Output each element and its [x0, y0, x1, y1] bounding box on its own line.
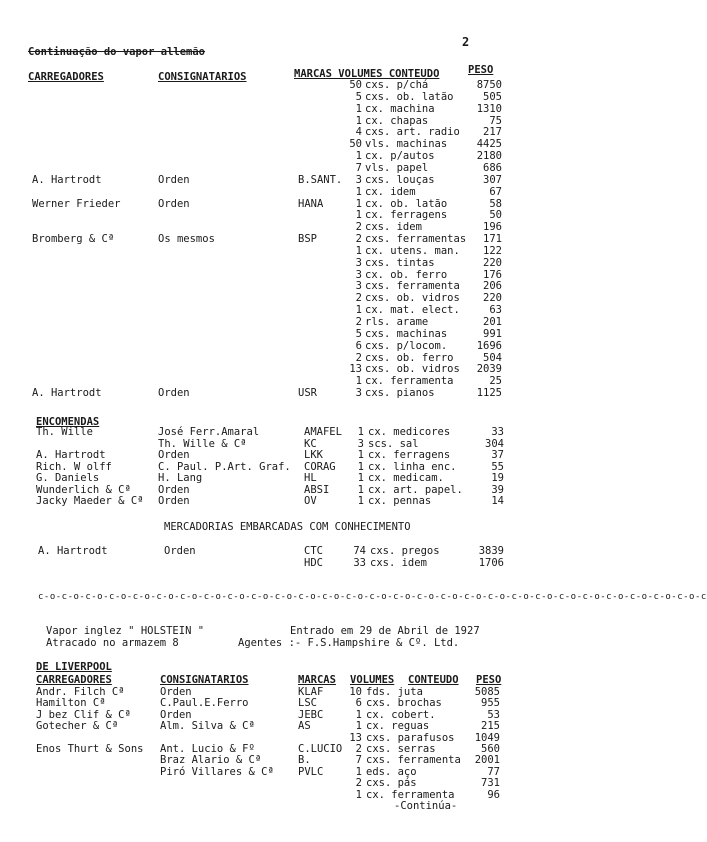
quantity-cell: 1: [357, 460, 364, 473]
quantity-cell: 7: [355, 754, 362, 767]
marks-cell: LSC: [298, 697, 317, 710]
liverpool-origin: DE LIVERPOOL: [36, 661, 112, 673]
quantity-cell: 2: [355, 777, 362, 790]
consignee-cell: Piró Villares & Cª: [160, 765, 274, 778]
weight-cell: 8750: [476, 79, 502, 91]
weight-cell: 122: [483, 244, 502, 257]
contents-cell: vls. papel: [365, 161, 429, 174]
quantity-cell: 13: [349, 363, 362, 376]
shipper-cell: A. Hartrodt: [32, 173, 102, 186]
consignee-cell: Os mesmos: [158, 233, 215, 246]
contents-cell: cx. cobert.: [366, 708, 436, 721]
weight-cell: 19: [491, 472, 504, 484]
contents-cell: cxs. ferramenta: [365, 280, 460, 293]
consignee-cell: Orden: [158, 197, 190, 210]
quantity-cell: 1: [355, 788, 362, 801]
weight-cell: 77: [487, 765, 500, 778]
weight-cell: 686: [483, 161, 502, 174]
lv-header-marcas: MARCAS: [298, 674, 336, 686]
marks-cell: LKK: [304, 449, 323, 461]
weight-cell: 560: [481, 743, 500, 755]
page-number: 2: [462, 35, 470, 49]
marks-cell: CORAG: [304, 460, 336, 473]
quantity-cell: 1: [357, 449, 364, 461]
contents-cell: cx. linha enc.: [368, 460, 457, 473]
consignee-cell: Th. Wille & Cª: [158, 437, 247, 450]
header-consignatarios: CONSIGNATARIOS: [158, 71, 247, 83]
contents-cell: cx. pennas: [368, 495, 432, 507]
contents-cell: vls. machinas: [365, 138, 448, 151]
contents-cell: cx. chapas: [365, 114, 429, 127]
quantity-cell: 10: [349, 686, 362, 698]
contents-cell: cxs. machinas: [365, 327, 448, 340]
contents-cell: cx. ferramenta: [365, 375, 454, 388]
weight-cell: 171: [483, 233, 502, 246]
marks-cell: KLAF: [298, 686, 324, 698]
contents-cell: cx. ob. latão: [365, 197, 448, 210]
consignee-cell: H. Lang: [158, 472, 203, 484]
quantity-cell: 4: [355, 126, 362, 139]
consignee-cell: Orden: [158, 483, 190, 496]
contents-cell: cxs. louças: [365, 173, 435, 186]
marks-cell: JEBC: [298, 708, 324, 721]
shipper-cell: A. Hartrodt: [38, 545, 108, 557]
quantity-cell: 1: [357, 483, 364, 496]
quantity-cell: 1: [355, 185, 362, 198]
shipper-cell: Gotecher & Cª: [36, 720, 119, 733]
header-marcas-volumes-conteudo: MARCAS VOLUMES CONTEUDO: [294, 68, 440, 80]
contents-cell: cx. medicores: [368, 426, 451, 438]
weight-cell: 55: [491, 460, 504, 473]
quantity-cell: 1: [355, 244, 362, 257]
consignee-cell: Braz Alario & Cª: [160, 754, 262, 767]
weight-cell: 1125: [476, 387, 502, 400]
vapor-agents: Agentes :- F.S.Hampshire & Cº. Ltd.: [238, 637, 460, 649]
shipper-cell: Hamilton Cª: [36, 697, 106, 710]
weight-cell: 196: [483, 221, 502, 234]
marks-cell: HDC: [304, 557, 323, 569]
header-carregadores: CARREGADORES: [28, 71, 104, 83]
weight-cell: 39: [491, 483, 504, 496]
contents-cell: cxs. ferramenta: [366, 754, 461, 767]
shipper-cell: J bez Clif & Cª: [36, 708, 131, 721]
marks-cell: B.SANT.: [298, 173, 343, 186]
marks-cell: KC: [304, 437, 317, 450]
continua-label: -Continúa-: [394, 800, 458, 812]
quantity-cell: 6: [355, 339, 362, 352]
quantity-cell: 2: [355, 221, 362, 234]
contents-cell: rls. arame: [365, 316, 429, 328]
weight-cell: 731: [481, 777, 500, 790]
lv-header-peso: PESO: [476, 674, 502, 686]
weight-cell: 2001: [474, 754, 500, 767]
contents-cell: cx. p/autos: [365, 150, 435, 163]
weight-cell: 220: [483, 292, 502, 305]
contents-cell: cx. machina: [365, 102, 435, 115]
shipper-cell: A. Hartrodt: [36, 449, 106, 461]
marks-cell: ABSI: [304, 483, 330, 496]
quantity-cell: 3: [355, 280, 362, 293]
marks-cell: USR: [298, 387, 317, 400]
contents-cell: cx. art. papel.: [368, 483, 463, 496]
continuation-heading: Continuação do vapor allemão: [28, 46, 206, 58]
quantity-cell: 2: [355, 743, 362, 755]
contents-cell: cxs. tintas: [365, 256, 435, 269]
quantity-cell: 1: [355, 209, 362, 222]
quantity-cell: 6: [355, 697, 362, 710]
weight-cell: 14: [491, 495, 504, 507]
weight-cell: 4425: [476, 138, 502, 151]
weight-cell: 63: [489, 304, 502, 317]
quantity-cell: 1: [355, 114, 362, 127]
shipper-cell: Andr. Filch Cª: [36, 686, 125, 698]
quantity-cell: 7: [355, 161, 362, 174]
consignee-cell: Orden: [158, 449, 190, 461]
weight-cell: 1310: [476, 102, 502, 115]
contents-cell: cxs. ob. ferro: [365, 351, 454, 364]
contents-cell: cxs. idem: [370, 557, 427, 569]
contents-cell: fds. juta: [366, 686, 423, 698]
quantity-cell: 1: [355, 150, 362, 163]
quantity-cell: 1: [355, 708, 362, 721]
consignee-cell: C. Paul. P.Art. Graf.: [158, 460, 291, 473]
weight-cell: 955: [481, 697, 500, 710]
consignee-cell: C.Paul.E.Ferro: [160, 697, 249, 710]
quantity-cell: 2: [355, 316, 362, 328]
weight-cell: 50: [489, 209, 502, 222]
marks-cell: HL: [304, 472, 317, 484]
weight-cell: 67: [489, 185, 502, 198]
weight-cell: 206: [483, 280, 502, 293]
weight-cell: 37: [491, 449, 504, 461]
consignee-cell: Ant. Lucio & Fº: [160, 743, 255, 755]
weight-cell: 5085: [474, 686, 500, 698]
marks-cell: CTC: [304, 545, 323, 557]
weight-cell: 201: [483, 316, 502, 328]
contents-cell: cxs. p/locom.: [365, 339, 448, 352]
contents-cell: cxs. brochas: [366, 697, 442, 710]
quantity-cell: 1: [357, 495, 364, 507]
weight-cell: 1706: [478, 557, 504, 569]
shipper-cell: Rich. W olff: [36, 460, 112, 473]
vapor-name: Vapor inglez " HOLSTEIN ": [46, 625, 205, 637]
quantity-cell: 1: [355, 102, 362, 115]
marks-cell: AMAFEL: [304, 426, 342, 438]
quantity-cell: 1: [357, 426, 364, 438]
consignee-cell: José Ferr.Amaral: [158, 426, 260, 438]
weight-cell: 991: [483, 327, 502, 340]
contents-cell: cxs. ob. vidros: [365, 292, 460, 305]
weight-cell: 3839: [478, 545, 504, 557]
weight-cell: 25: [489, 375, 502, 388]
weight-cell: 96: [487, 788, 500, 801]
quantity-cell: 1: [355, 765, 362, 778]
mercadorias-heading: MERCADORIAS EMBARCADAS COM CONHECIMENTO: [164, 521, 411, 533]
shipper-cell: Th. Wille: [36, 426, 93, 438]
contents-cell: cx. ferramenta: [366, 788, 455, 801]
weight-cell: 504: [483, 351, 502, 364]
contents-cell: cxs. pianos: [365, 387, 435, 400]
weight-cell: 217: [483, 126, 502, 139]
marks-cell: B.: [298, 754, 311, 767]
vapor-berth: Atracado no armazem 8: [46, 637, 179, 649]
separator-line: c-o-c-o-c-o-c-o-c-o-c-o-c-o-c-o-c-o-c-o-c-o-c-o-c-o-c-o-c-o-c-o-c-o-c-o-c-o-c-o-c-o-c-o-c-o-c-o-c-o-c-o-c-o-c-o-c: [38, 592, 707, 602]
quantity-cell: 5: [355, 90, 362, 103]
contents-cell: cxs. pás: [366, 777, 417, 790]
consignee-cell: Orden: [158, 173, 190, 186]
consignee-cell: Orden: [158, 387, 190, 400]
contents-cell: cx. ferragens: [365, 209, 448, 222]
contents-cell: cx. ob. ferro: [365, 268, 448, 281]
weight-cell: 1696: [476, 339, 502, 352]
weight-cell: 1049: [474, 731, 500, 744]
quantity-cell: 13: [349, 731, 362, 744]
lv-header-consignatarios: CONSIGNATARIOS: [160, 674, 249, 686]
contents-cell: cxs. p/chá: [365, 79, 429, 91]
consignee-cell: Orden: [164, 545, 196, 557]
marks-cell: C.LUCIO: [298, 743, 343, 755]
marks-cell: BSP: [298, 233, 317, 246]
quantity-cell: 5: [355, 327, 362, 340]
marks-cell: HANA: [298, 197, 324, 210]
contents-cell: eds. aço: [366, 765, 417, 778]
quantity-cell: 50: [349, 138, 362, 151]
quantity-cell: 50: [349, 79, 362, 91]
weight-cell: 307: [483, 173, 502, 186]
weight-cell: 2039: [476, 363, 502, 376]
quantity-cell: 3: [355, 387, 362, 400]
consignee-cell: Orden: [160, 708, 192, 721]
contents-cell: scs. sal: [368, 437, 419, 450]
quantity-cell: 1: [355, 304, 362, 317]
contents-cell: cxs. serras: [366, 743, 436, 755]
quantity-cell: 3: [355, 256, 362, 269]
contents-cell: cx. reguas: [366, 720, 430, 733]
shipper-cell: Werner Frieder: [32, 197, 121, 210]
contents-cell: cx. medicam.: [368, 472, 444, 484]
marks-cell: AS: [298, 720, 311, 733]
weight-cell: 215: [481, 720, 500, 733]
weight-cell: 304: [485, 437, 504, 450]
contents-cell: cx. ferragens: [368, 449, 451, 461]
shipper-cell: G. Daniels: [36, 472, 100, 484]
weight-cell: 53: [487, 708, 500, 721]
weight-cell: 2180: [476, 150, 502, 163]
marks-cell: PVLC: [298, 765, 324, 778]
contents-cell: cx. idem: [365, 185, 416, 198]
shipper-cell: A. Hartrodt: [32, 387, 102, 400]
quantity-cell: 1: [357, 472, 364, 484]
vapor-arrival: Entrado em 29 de Abril de 1927: [290, 625, 480, 637]
weight-cell: 58: [489, 197, 502, 210]
lv-header-volumes: VOLUMES: [350, 674, 395, 686]
shipper-cell: Jacky Maeder & Cª: [36, 495, 144, 507]
quantity-cell: 1: [355, 720, 362, 733]
quantity-cell: 1: [355, 375, 362, 388]
weight-cell: 220: [483, 256, 502, 269]
quantity-cell: 2: [355, 233, 362, 246]
consignee-cell: Alm. Silva & Cª: [160, 720, 255, 733]
contents-cell: cxs. ob. latão: [365, 90, 454, 103]
quantity-cell: 33: [353, 557, 366, 569]
quantity-cell: 2: [355, 351, 362, 364]
shipper-cell: Bromberg & Cª: [32, 233, 115, 246]
contents-cell: cxs. parafusos: [366, 731, 455, 744]
quantity-cell: 3: [355, 268, 362, 281]
weight-cell: 75: [489, 114, 502, 127]
contents-cell: cxs. idem: [365, 221, 422, 234]
consignee-cell: Orden: [158, 495, 190, 507]
contents-cell: cx. mat. elect.: [365, 304, 460, 317]
consignee-cell: Orden: [160, 686, 192, 698]
contents-cell: cxs. ob. vidros: [365, 363, 460, 376]
shipper-cell: Wunderlich & Cª: [36, 483, 131, 496]
quantity-cell: 2: [355, 292, 362, 305]
contents-cell: cxs. ferramentas: [365, 233, 467, 246]
contents-cell: cx. utens. man.: [365, 244, 460, 257]
weight-cell: 33: [491, 426, 504, 438]
quantity-cell: 74: [353, 545, 366, 557]
marks-cell: OV: [304, 495, 317, 507]
quantity-cell: 1: [355, 197, 362, 210]
contents-cell: cxs. pregos: [370, 545, 440, 557]
quantity-cell: 3: [357, 437, 364, 450]
contents-cell: cxs. art. radio: [365, 126, 460, 139]
encomendas-heading: ENCOMENDAS: [36, 416, 100, 428]
lv-header-carregadores: CARREGADORES: [36, 674, 112, 686]
shipper-cell: Enos Thurt & Sons: [36, 743, 144, 755]
lv-header-conteudo: CONTEUDO: [408, 674, 459, 686]
header-peso: PESO: [468, 64, 494, 76]
quantity-cell: 3: [355, 173, 362, 186]
weight-cell: 176: [483, 268, 502, 281]
weight-cell: 505: [483, 90, 502, 103]
